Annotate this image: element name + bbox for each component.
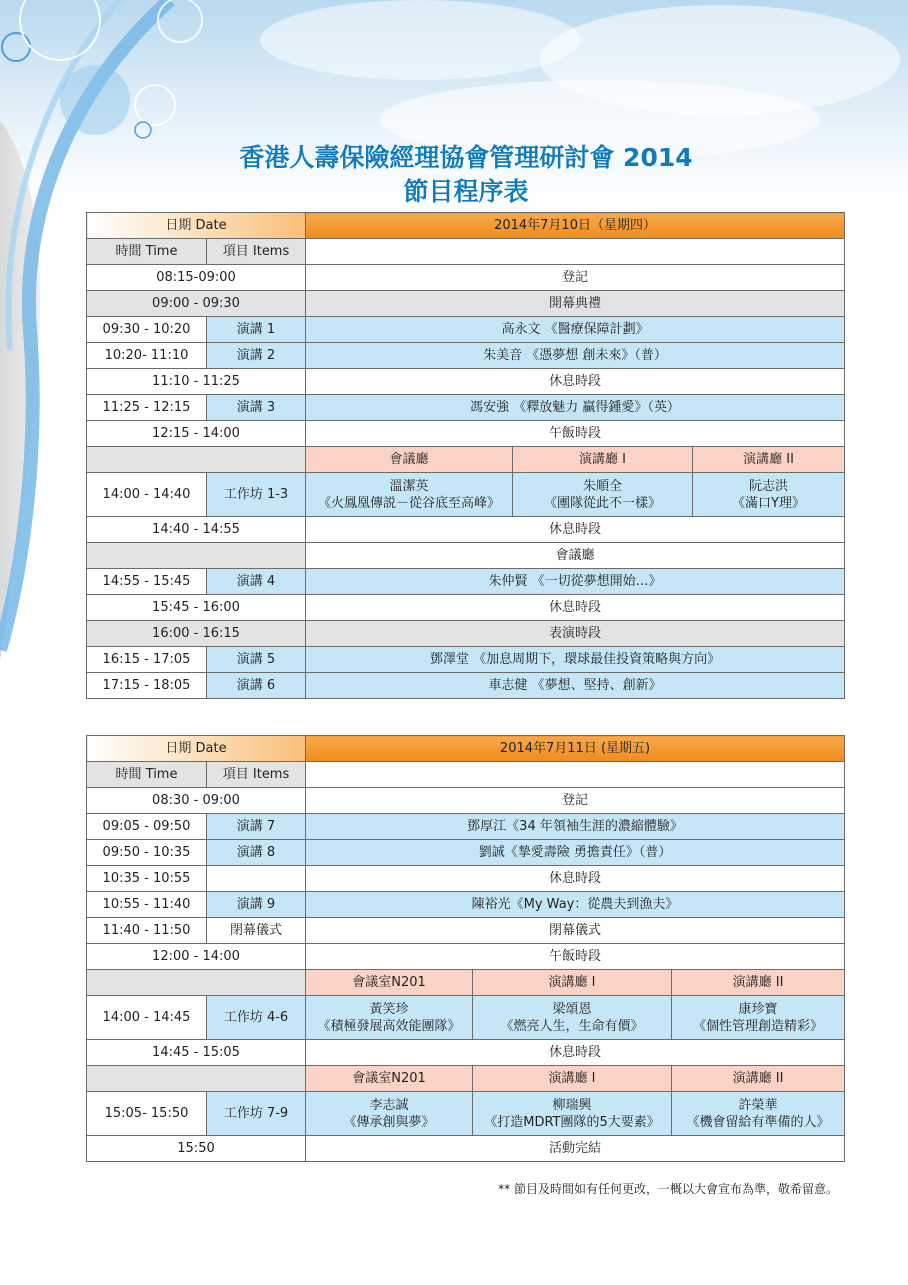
table-row: 14:55 - 15:45 演講 4 朱仲賢 《一切從夢想開始…》	[87, 569, 845, 595]
workshop-session: 梁頌恩 《燃亮人生，生命有價》	[473, 996, 672, 1040]
table-row: 10:20- 11:10 演講 2 朱美音 《憑夢想 創未來》（普）	[87, 343, 845, 369]
time-header: 時間 Time	[87, 762, 207, 788]
workshop-session: 康珍寶 《個性管理創造精彩》	[672, 996, 845, 1040]
venue-label: 演講廳 II	[672, 970, 845, 996]
table-row: 11:10 - 11:25 休息時段	[87, 369, 845, 395]
venue-label: 演講廳 II	[672, 1066, 845, 1092]
table-row: 10:35 - 10:55 休息時段	[87, 866, 845, 892]
table-row: 09:30 - 10:20 演講 1 高永文 《醫療保障計劃》	[87, 317, 845, 343]
table-row: 16:15 - 17:05 演講 5 鄧澤堂 《加息周期下，環球最佳投資策略與方向》	[87, 647, 845, 673]
table-header-row	[87, 736, 845, 762]
venue-header-row	[87, 1066, 845, 1092]
table-row: 08:30 - 09:00 登記	[87, 788, 845, 814]
column-header-row	[87, 239, 845, 265]
table-header-row	[87, 213, 845, 239]
table-row: 15:45 - 16:00 休息時段	[87, 595, 845, 621]
workshop-session: 朱順全 《團隊從此不一樣》	[513, 473, 693, 517]
venue-label: 演講廳 I	[473, 970, 672, 996]
footnote: ** 節目及時間如有任何更改，一概以大會宣布為準，敬希留意。	[498, 1182, 838, 1196]
venue-label: 會議廳	[306, 447, 513, 473]
venue-label: 會議室N201	[306, 970, 473, 996]
date-value: 2014年7月11日 (星期五)	[306, 736, 845, 762]
schedule-table-day1	[86, 212, 845, 699]
column-header-row	[87, 762, 845, 788]
table-row: 10:55 - 11:40 演講 9 陳裕光《My Way：從農夫到漁夫》	[87, 892, 845, 918]
table-row: 14:45 - 15:05 休息時段	[87, 1040, 845, 1066]
table-row: 11:40 - 11:50 閉幕儀式 閉幕儀式	[87, 918, 845, 944]
workshop-session: 黃笑珍 《積極發展高效能團隊》	[306, 996, 473, 1040]
date-label: 日期 Date	[87, 213, 306, 239]
table-row: 16:00 - 16:15 表演時段	[87, 621, 845, 647]
time-header: 時間 Time	[87, 239, 207, 265]
table-row: 14:40 - 14:55 休息時段	[87, 517, 845, 543]
venue-label: 演講廳 I	[473, 1066, 672, 1092]
table-row: 09:00 - 09:30 開幕典禮	[87, 291, 845, 317]
table-row: 09:05 - 09:50 演講 7 鄧厚江《34 年領袖生涯的濃縮體驗》	[87, 814, 845, 840]
venue-label: 演講廳 I	[513, 447, 693, 473]
table-row: 17:15 - 18:05 演講 6 車志健 《夢想、堅持、創新》	[87, 673, 845, 699]
workshop-session: 李志誠 《傳承創與夢》	[306, 1092, 473, 1136]
schedule-table-day2	[86, 735, 845, 1162]
venue-header-row	[87, 543, 845, 569]
workshop-row: 14:00 - 14:45 工作坊 4-6 黃笑珍 《積極發展高效能團隊》 梁頌恩 《燃亮人生，生命有價》 康珍寶 《個性管理創造精彩》	[87, 996, 845, 1040]
venue-label: 會議廳	[306, 543, 845, 569]
page-title: 香港人壽保險經理協會管理研討會 2014	[239, 143, 693, 172]
workshop-session: 許榮華 《機會留給有準備的人》	[672, 1092, 845, 1136]
venue-header-row	[87, 447, 845, 473]
table-row: 12:00 - 14:00 午飯時段	[87, 944, 845, 970]
workshop-session: 溫潔英 《火鳳凰傳説－從谷底至高峰》	[306, 473, 513, 517]
workshop-row: 15:05- 15:50 工作坊 7-9 李志誠 《傳承創與夢》 柳瑞興 《打造MDRT團隊的5大要素》 許榮華 《機會留給有準備的人》	[87, 1092, 845, 1136]
date-label: 日期 Date	[87, 736, 306, 762]
date-value: 2014年7月10日（星期四）	[306, 213, 845, 239]
items-header: 項目 Items	[207, 239, 306, 265]
workshop-row: 14:00 - 14:40 工作坊 1-3 溫潔英 《火鳳凰傳説－從谷底至高峰》 朱順全 《團隊從此不一樣》 阮志洪 《滿口Y理》	[87, 473, 845, 517]
table-row: 11:25 - 12:15 演講 3 馮安強 《釋放魅力 贏得鍾愛》（英）	[87, 395, 845, 421]
venue-label: 會議室N201	[306, 1066, 473, 1092]
workshop-session: 柳瑞興 《打造MDRT團隊的5大要素》	[473, 1092, 672, 1136]
items-header: 項目 Items	[207, 762, 306, 788]
table-row: 09:50 - 10:35 演講 8 劉誠《摯愛壽險 勇擔責任》（普）	[87, 840, 845, 866]
table-row: 12:15 - 14:00 午飯時段	[87, 421, 845, 447]
venue-label: 演講廳 II	[693, 447, 845, 473]
table-row: 15:50 活動完結	[87, 1136, 845, 1162]
workshop-session: 阮志洪 《滿口Y理》	[693, 473, 845, 517]
venue-header-row	[87, 970, 845, 996]
table-row: 08:15-09:00 登記	[87, 265, 845, 291]
page-subtitle: 節目程序表	[403, 177, 529, 206]
